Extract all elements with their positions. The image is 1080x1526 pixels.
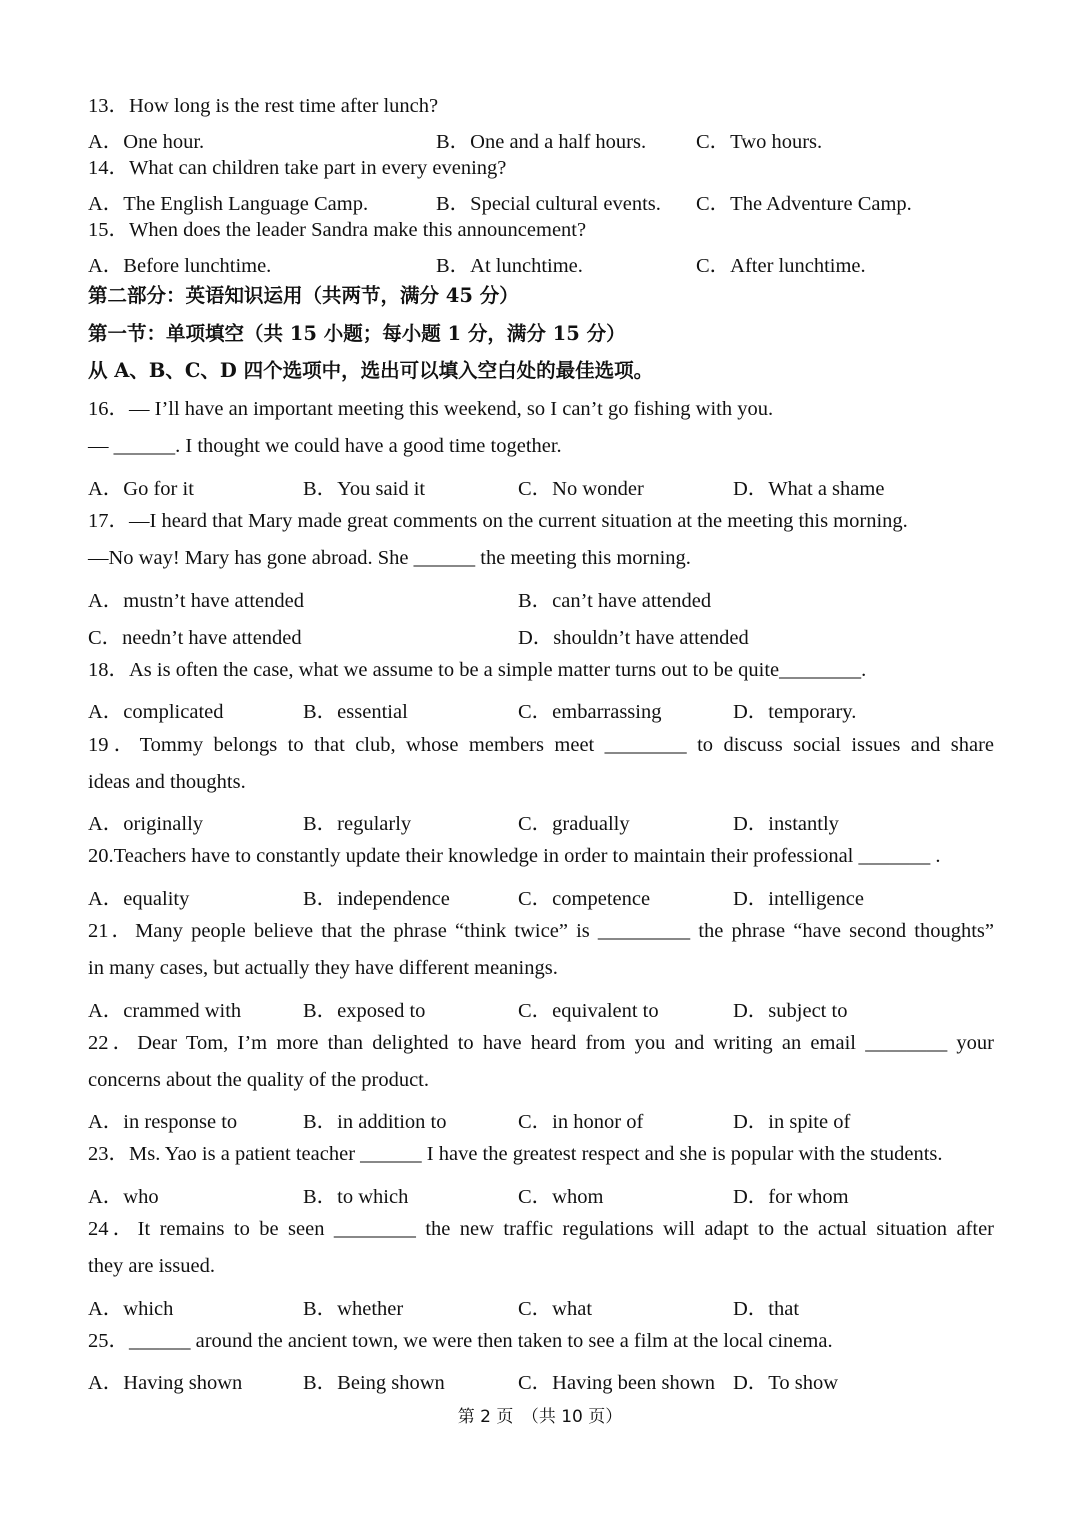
q24-option-b: B．whether	[303, 1298, 404, 1320]
q17-option-b: B．can’t have attended	[518, 590, 712, 612]
q13-option-b: B．One and a half hours.	[436, 131, 647, 153]
q25-option-b: B．Being shown	[303, 1372, 445, 1394]
q21-option-b: B．exposed to	[303, 1000, 426, 1022]
question-19-line1: 19．Tommy belongs to that club, whose members meet ________ to discuss social issues and share	[88, 734, 994, 756]
q22-option-a: A．in response to	[88, 1111, 238, 1133]
q24-option-d: D．that	[733, 1298, 800, 1320]
question-16-line2: — ______. I thought we could have a good time together.	[88, 435, 562, 457]
q19-option-a: A．originally	[88, 813, 204, 835]
q13-option-c: C．Two hours.	[696, 131, 823, 153]
q19-option-b: B．regularly	[303, 813, 412, 835]
q14-option-b: B．Special cultural events.	[436, 193, 661, 215]
question-24-line1: 24．It remains to be seen ________ the new traffic regulations will adapt to the actual situation after	[88, 1218, 994, 1240]
q22-option-b: B．in addition to	[303, 1111, 447, 1133]
q17-option-a: A．mustn’t have attended	[88, 590, 304, 612]
q21-option-c: C．equivalent to	[518, 1000, 659, 1022]
subsection-title: 第一节：单项填空（共 15 小题；每小题 1 分，满分 15 分）	[88, 322, 626, 345]
q20-option-d: D．intelligence	[733, 888, 864, 910]
q16-option-b: B．You said it	[303, 478, 426, 500]
q21-option-a: A．crammed with	[88, 1000, 242, 1022]
q18-option-b: B．essential	[303, 701, 408, 723]
q15-option-c: C．After lunchtime.	[696, 255, 866, 277]
q19-option-c: C．gradually	[518, 813, 630, 835]
q20-option-b: B．independence	[303, 888, 450, 910]
q17-option-d: D．shouldn’t have attended	[518, 627, 749, 649]
question-23: 23．Ms. Yao is a patient teacher ______ I have the greatest respect and she is popular with the students.	[88, 1143, 943, 1165]
q23-option-a: A．who	[88, 1186, 159, 1208]
q22-option-d: D．in spite of	[733, 1111, 851, 1133]
question-21-line1: 21．Many people believe that the phrase “think twice” is _________ the phrase “have second thoughts”	[88, 920, 994, 942]
q14-option-c: C．The Adventure Camp.	[696, 193, 912, 215]
q16-option-d: D．What a shame	[733, 478, 885, 500]
q15-option-a: A．Before lunchtime.	[88, 255, 272, 277]
q18-option-c: C．embarrassing	[518, 701, 662, 723]
q22-option-c: C．in honor of	[518, 1111, 644, 1133]
question-19-line2: ideas and thoughts.	[88, 771, 246, 793]
q16-option-c: C．No wonder	[518, 478, 644, 500]
q24-option-c: C．what	[518, 1298, 593, 1320]
q25-option-a: A．Having shown	[88, 1372, 243, 1394]
q13-option-a: A．One hour.	[88, 131, 205, 153]
question-18: 18．As is often the case, what we assume to be a simple matter turns out to be quite________.	[88, 659, 867, 681]
q15-option-b: B．At lunchtime.	[436, 255, 583, 277]
question-14: 14．What can children take part in every evening?	[88, 157, 507, 179]
question-21-line2: in many cases, but actually they have different meanings.	[88, 957, 558, 979]
q19-option-d: D．instantly	[733, 813, 839, 835]
q20-option-a: A．equality	[88, 888, 190, 910]
part-title: 第二部分：英语知识运用（共两节，满分 45 分）	[88, 284, 519, 307]
q23-option-c: C．whom	[518, 1186, 604, 1208]
q14-option-a: A．The English Language Camp.	[88, 193, 369, 215]
q25-option-d: D．To show	[733, 1372, 839, 1394]
q21-option-d: D．subject to	[733, 1000, 848, 1022]
q17-option-c: C．needn’t have attended	[88, 627, 302, 649]
question-25: 25．______ around the ancient town, we were then taken to see a film at the local cinema.	[88, 1330, 833, 1352]
question-22-line1: 22．Dear Tom, I’m more than delighted to have heard from you and writing an email ________ your	[88, 1032, 994, 1054]
question-16-line1: 16．— I’ll have an important meeting this weekend, so I can’t go fishing with you.	[88, 398, 774, 420]
q23-option-b: B．to which	[303, 1186, 409, 1208]
question-17-line2: —No way! Mary has gone abroad. She ______ the meeting this morning.	[88, 547, 691, 569]
question-13: 13．How long is the rest time after lunch?	[88, 95, 439, 117]
q25-option-c: C．Having been shown	[518, 1372, 716, 1394]
q18-option-a: A．complicated	[88, 701, 224, 723]
section-instruction: 从 A、B、C、D 四个选项中，选出可以填入空白处的最佳选项。	[88, 359, 654, 382]
question-20: 20.Teachers have to constantly update their knowledge in order to maintain their professional _______ .	[88, 845, 941, 867]
page-number-footer: 第 2 页 （共 10 页）	[457, 1407, 623, 1427]
question-15: 15．When does the leader Sandra make this announcement?	[88, 219, 587, 241]
question-24-line2: they are issued.	[88, 1255, 215, 1277]
q24-option-a: A．which	[88, 1298, 174, 1320]
q23-option-d: D．for whom	[733, 1186, 849, 1208]
question-17-line1: 17．—I heard that Mary made great comments on the current situation at the meeting this morning.	[88, 510, 908, 532]
q20-option-c: C．competence	[518, 888, 651, 910]
q16-option-a: A．Go for it	[88, 478, 194, 500]
question-22-line2: concerns about the quality of the product.	[88, 1069, 429, 1091]
q18-option-d: D．temporary.	[733, 701, 857, 723]
